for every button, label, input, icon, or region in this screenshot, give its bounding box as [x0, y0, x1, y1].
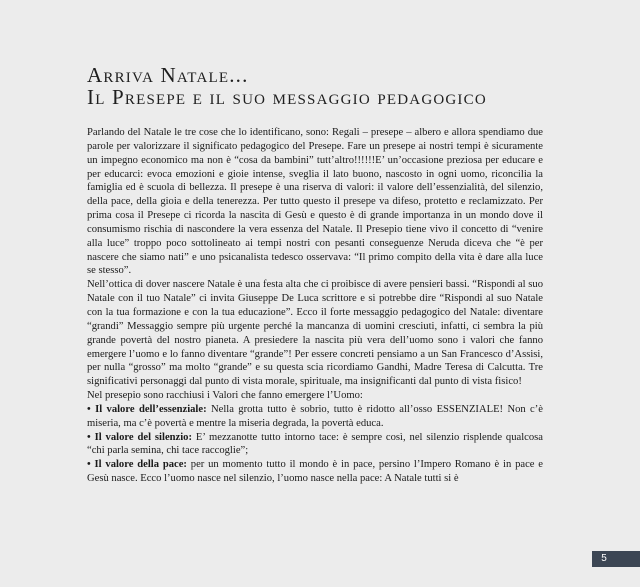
- value-text: per un momento tutto il mondo è in pace, persino l’Impero Romano è in pace e Gesù nasce. Ecco l’uomo nasce nel silenzio, l’uomo nasce nella pace: A Natale tutti si è: [87, 459, 543, 485]
- value-label: • Il valore del silenzio:: [87, 431, 193, 443]
- value-item-pace: [87, 458, 543, 486]
- title-line-2: Il Presepe e il suo messaggio pedagogico: [87, 85, 487, 109]
- value-label: • Il valore della pace:: [87, 459, 187, 471]
- value-item-essenziale: [87, 403, 543, 431]
- title-line-1: Arriva Natale...: [87, 63, 249, 87]
- article-title: [87, 64, 567, 108]
- value-text: Nella grotta tutto è sobrio, tutto è ridotto all’osso ESSENZIALE! Non c’è miseria, ma c’è povertà e mentre la miseria degrada, la povertà educa.: [87, 403, 543, 429]
- paragraph-intro: Parlando del Natale le tre cose che lo identificano, sono: Regali – presepe – albero e allora spendiamo due parole per valorizzare il significato pedagogico del Presepe. Fare un presepe ai nostri tempi è sicuramente un impegno economico ma non è “cosa da bambini” tutt’altro!!!!!!E’ un’occasione preziosa per educare e per educarci: evoca emozioni e gioie intense, sveglia il lato buono, nascosto in ogni uomo, riconcilia la famiglia ed è scuola di bellezza. Il presepe è una riserva di valori: il valore dell’essenzialità, del silenzio, della pace, della gioia e della tenerezza. Per tutto questo il presepe va difeso, protetto e reclamizzato. Per prima cosa il Presepe ci ricorda la nascita di Gesù e questo è di grande importanza in un mondo dove il consumismo rischia di nascondere la vera essenza del Natale. Il Presepio tiene vivo il concetto di “venire alla luce” troppo poco sottolineato ai tempi nostri con pesanti conseguenze Neruda diceva che “è per nascere che siamo nati” e uno psicanalista tedesco osservava: “Il primo compito della vita è dare alla luce se stesso”.: [87, 127, 543, 277]
- paragraph-nascere: Nell’ottica di dover nascere Natale è una festa alta che ci proibisce di avere pensieri bassi. “Rispondi al suo Natale con il tuo Natale” ci invita Giuseppe De Luca scrittore e si potrebbe dire “Rispondi al suo Natale con la tua formazione e con la tua educazione”. Ecco il forte messaggio pedagogico del Natale: diventare “grandi” Messaggio sempre più urgente perché la mancanza di uomini cresciuti, infatti, ci sembra la più grande povertà del nostro pianeta. A presiedere la nascita più vera dell’uomo sono i valori che fanno emergere l’uomo e lo fanno diventare “grande”! Per essere concreti pensiamo a un San Francesco d’Assisi, per nulla “grosso” ma molto “grande” e su questa scia ricordiamo Gandhi, Madre Teresa di Calcutta. Tre significativi personaggi dal punto di vista morale, spirituale, ma insignificanti dal punto di vista fisico!: [87, 279, 543, 388]
- value-text: E’ mezzanotte tutto intorno tace: è sempre così, nel silenzio risplende qualcosa “chi parla semina, chi tace raccoglie”;: [87, 431, 543, 457]
- value-item-silenzio: [87, 431, 543, 459]
- article-body: [87, 126, 543, 486]
- page-number: 5: [601, 553, 607, 564]
- paragraph-valori: Nel presepio sono racchiusi i Valori che fanno emergere l’Uomo:: [87, 390, 363, 402]
- value-label: • Il valore dell’essenziale:: [87, 403, 207, 415]
